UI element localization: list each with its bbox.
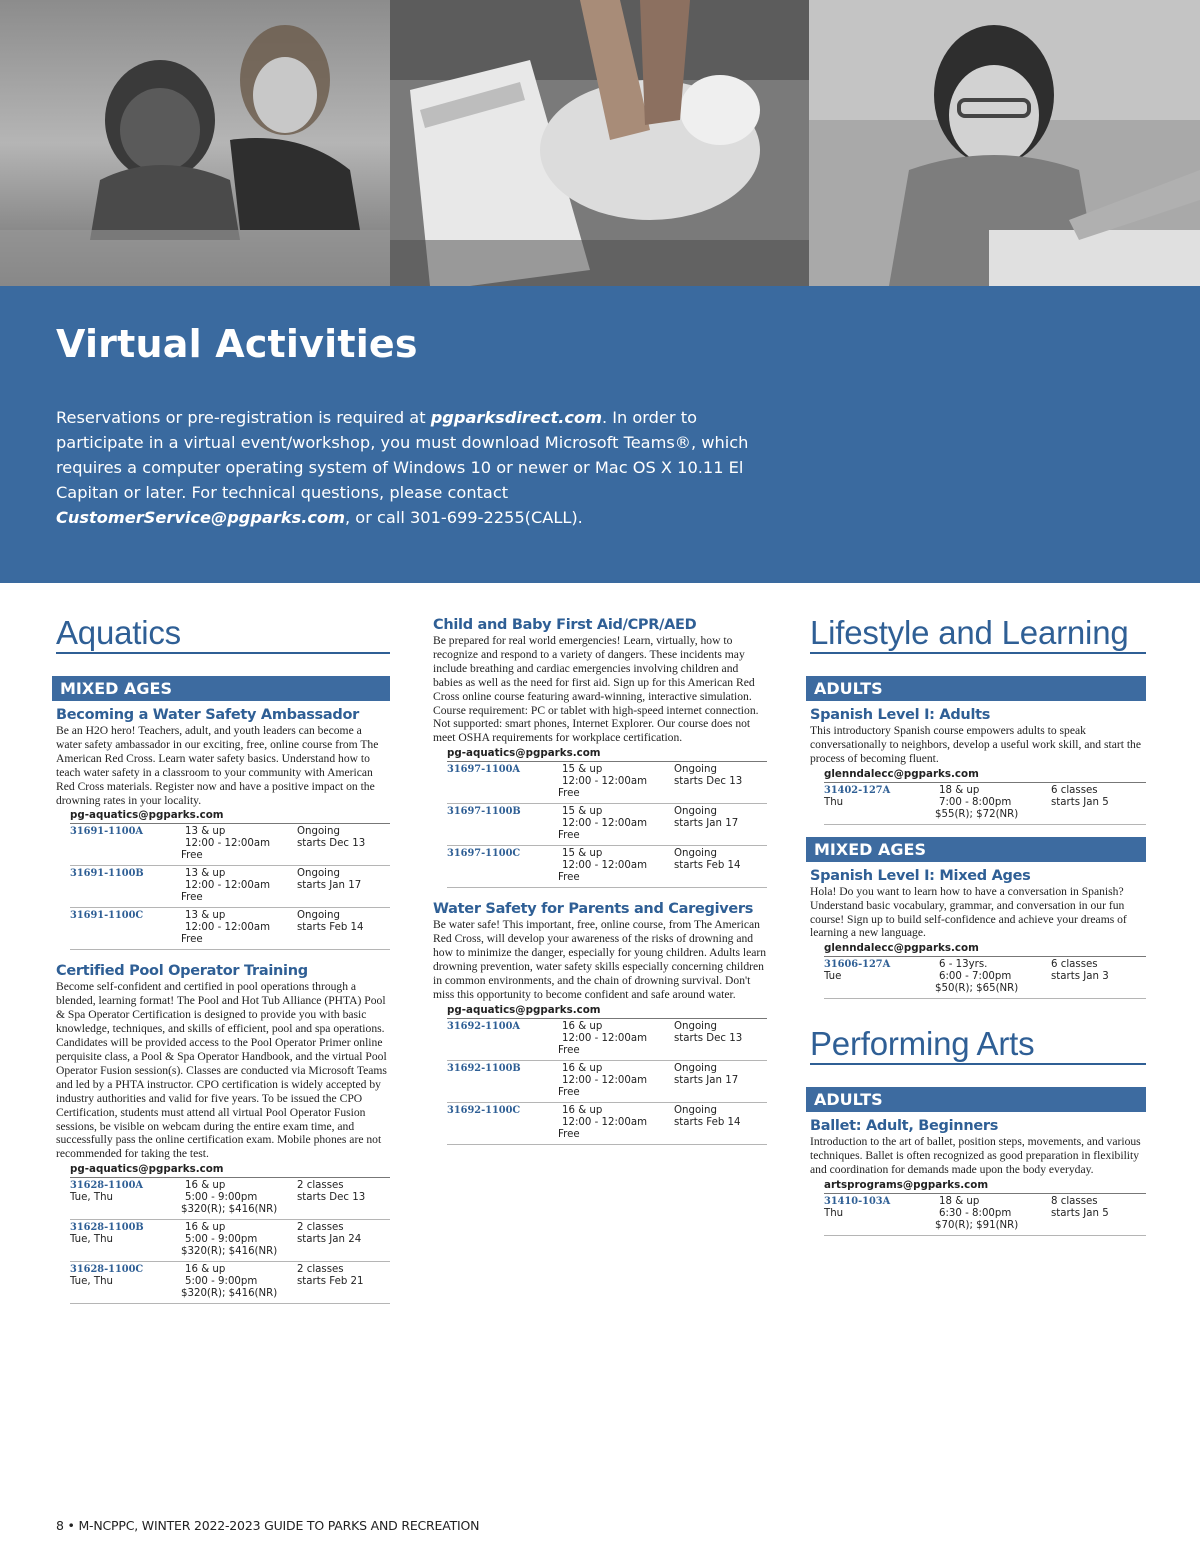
program-description: Become self-confident and certified in pool operations through a blended, learning format! The Pool and Hot Tub Alliance (PHTA) Pool & Spa Operator Certification is designed to provide you with basic knowledge, techniques, and skills of efficient, pool and spa operations. Candidates will be provided access to the Pool Operator Primer online perquisite class, a Pool & Spa Operator Handbook, and the virtual Pool Operator Fusion session(s). Classes are conducted via Microsoft Teams and led by a PHTA instructor. CPO certification is widely accepted by industry authorities and valid for five years. To be issued the CPO Certification, students must attend all virtual Pool Operator Fusion sessions, be visible on webcam during the entire exam time, and successfully pass the online certification exam. Mobile phones are not recommended for taking the test. (56, 980, 387, 1161)
session-time: 6:00 - 7:00pm (939, 971, 1012, 983)
session-age: 16 & up (185, 1264, 226, 1276)
session-start: starts Jan 3 (1051, 971, 1109, 983)
course-code[interactable]: 31691-1100A (70, 826, 144, 838)
intro-text: . In order to participate in a virtual event/workshop, you must download Microsoft Teams®, which requires a computer operating system of Windows 10 or newer or Mac OS X 10.11 El Capitan or later. For technical questions, please contact (56, 408, 749, 502)
program (433, 901, 767, 1144)
course-code[interactable]: 31697-1100C (447, 848, 521, 860)
session-status: Ongoing (297, 826, 340, 838)
session-start: starts Jan 24 (297, 1234, 362, 1246)
session-row (70, 1220, 390, 1262)
program (56, 707, 390, 950)
photo-strip (0, 0, 1200, 286)
session-row (70, 908, 390, 950)
program-email[interactable]: pg-aquatics@pgparks.com (70, 1163, 390, 1178)
session-status: 2 classes (297, 1222, 344, 1234)
session-fee: Free (181, 850, 203, 862)
intro-text: , or call 301-699-2255(CALL). (345, 508, 583, 527)
session-start: starts Jan 17 (674, 818, 739, 830)
column-right (810, 614, 1146, 1236)
intro-link[interactable]: pgparksdirect.com (430, 408, 602, 427)
session-fee: Free (558, 872, 580, 884)
photo-cpr-training (390, 0, 809, 286)
session-age: 15 & up (562, 764, 603, 776)
session-time: 12:00 - 12:00am (562, 860, 648, 872)
program-email[interactable]: pg-aquatics@pgparks.com (70, 809, 390, 824)
session-time: 12:00 - 12:00am (185, 880, 271, 892)
session-time: 12:00 - 12:00am (562, 1074, 648, 1086)
session-days: Tue, Thu (70, 1276, 114, 1288)
session-time: 12:00 - 12:00am (185, 922, 271, 934)
program-email[interactable]: pg-aquatics@pgparks.com (447, 1004, 767, 1019)
session-fee: $50(R); $65(NR) (935, 983, 1019, 995)
program-description: Be prepared for real world emergencies! Learn, virtually, how to recognize and respond to a variety of dangers. These incidents may include breathing and cardiac emergencies involving children and babies as well as the need for first aid. Sign up for this American Red Cross online course featuring award-winning, interactive simulation. Course requirement: PC or tablet with high-speed internet connection. Not supported: smart phones, Internet Explorer. Our course does not meet OSHA requirements for workplace certification. (433, 634, 759, 745)
course-code[interactable]: 31692-1100C (447, 1104, 521, 1116)
column-left (56, 614, 390, 1304)
session-time: 5:00 - 9:00pm (185, 1192, 258, 1204)
session-days: Tue, Thu (70, 1234, 114, 1246)
photo-child-drawing (809, 0, 1200, 286)
session-status: Ongoing (674, 1104, 717, 1116)
program-title: Certified Pool Operator Training (56, 963, 308, 980)
session-time: 6:30 - 8:00pm (939, 1208, 1012, 1220)
program-title: Becoming a Water Safety Ambassador (56, 707, 359, 723)
session-status: Ongoing (674, 1062, 717, 1074)
course-code[interactable]: 31692-1100B (447, 1062, 521, 1074)
session-start: starts Feb 21 (297, 1276, 364, 1288)
session-age: 16 & up (562, 1020, 603, 1032)
session-time: 12:00 - 12:00am (562, 1032, 648, 1044)
program-description: This introductory Spanish course empowers adults to speak conversationally to neighbors, develop a useful work skill, and start the process of becoming fluent. (810, 724, 1141, 765)
session-days: Thu (824, 796, 844, 808)
session-start: starts Feb 14 (674, 860, 741, 872)
session-fee: $320(R); $416(NR) (181, 1246, 278, 1258)
program-email[interactable]: glenndalecc@pgparks.com (824, 942, 1146, 957)
session-row (447, 762, 767, 804)
age-group-bar: ADULTS (806, 676, 1146, 701)
session-status: Ongoing (297, 868, 340, 880)
program-title: Water Safety for Parents and Caregivers (433, 901, 754, 918)
session-start: starts Jan 17 (674, 1074, 739, 1086)
session-row (447, 846, 767, 888)
session-fee: Free (558, 788, 580, 800)
session-status: 2 classes (297, 1180, 344, 1192)
session-age: 16 & up (562, 1104, 603, 1116)
session-age: 16 & up (185, 1180, 226, 1192)
session-age: 18 & up (939, 1196, 980, 1208)
program-title: Ballet: Adult, Beginners (810, 1118, 999, 1135)
session-status: 6 classes (1051, 959, 1098, 971)
session-days: Thu (824, 1208, 844, 1220)
session-age: 16 & up (562, 1062, 603, 1074)
session-days: Tue (824, 971, 842, 983)
page-footer: 8 • M-NCPPC, WINTER 2022-2023 GUIDE TO PARKS AND RECREATION (56, 1518, 480, 1533)
session-start: starts Dec 13 (297, 1192, 366, 1204)
session-status: Ongoing (674, 764, 717, 776)
age-group-bar: ADULTS (806, 1087, 1146, 1112)
program-description: Introduction to the art of ballet, position steps, movements, and various techniques. Ballet is often recognized as good preparation in flexibility and coordination for demands made upon the body everyday. (810, 1135, 1141, 1177)
session-row (447, 1103, 767, 1145)
course-code[interactable]: 31691-1100C (70, 910, 144, 922)
course-code[interactable]: 31628-1100B (70, 1222, 144, 1234)
age-group-bar: MIXED AGES (806, 837, 1146, 862)
session-status: 6 classes (1051, 784, 1098, 796)
program-description: Hola! Do you want to learn how to have a conversation in Spanish? Understand basic vocabulary, grammar, and conversation in our fun course! Sign up to build self-confidence and achieve your dreams of learning a new language. (810, 884, 1127, 940)
session-status: Ongoing (674, 1020, 717, 1032)
course-code[interactable]: 31628-1100C (70, 1264, 144, 1276)
session-age: 6 - 13yrs. (939, 959, 988, 971)
virtual-activities-banner (0, 286, 1200, 583)
intro-link[interactable]: CustomerService@pgparks.com (56, 508, 346, 527)
program-title: Child and Baby First Aid/CPR/AED (433, 617, 697, 633)
program-description: Be an H2O hero! Teachers, adult, and youth leaders can become a water safety ambassador in our exciting, free, online course from The American Red Cross. Learn water safety basics. Understand how to teach water safety in a classroom to your community with American Red Cross materials. Register now and have a positive impact on the drowning rates in your locality. (56, 724, 379, 807)
session-status: Ongoing (674, 806, 717, 818)
session-fee: $55(R); $72(NR) (935, 808, 1019, 820)
course-code[interactable]: 31402-127A (824, 784, 891, 796)
session-fee: Free (181, 892, 203, 904)
session-start: starts Feb 14 (297, 922, 364, 934)
session-row (447, 1061, 767, 1103)
session-start: starts Dec 13 (674, 1032, 743, 1044)
course-code[interactable]: 31697-1100B (447, 806, 521, 818)
course-code[interactable]: 31628-1100A (70, 1180, 144, 1192)
session-status: Ongoing (297, 910, 340, 922)
session-row (70, 866, 390, 908)
page-title: Virtual Activities (56, 322, 418, 366)
session-time: 12:00 - 12:00am (562, 776, 648, 788)
session-row (824, 783, 1146, 825)
session-row (70, 1262, 390, 1304)
section-title: Performing Arts (810, 1025, 1146, 1065)
session-row (447, 804, 767, 846)
program-email[interactable]: glenndalecc@pgparks.com (824, 768, 1146, 783)
course-code[interactable]: 31691-1100B (70, 868, 144, 880)
session-start: starts Dec 13 (297, 838, 366, 850)
session-row (447, 1019, 767, 1061)
session-row (70, 824, 390, 866)
program (810, 1118, 1146, 1236)
session-status: Ongoing (674, 848, 717, 860)
session-fee: $320(R); $416(NR) (181, 1288, 278, 1300)
session-fee: Free (181, 934, 203, 946)
session-time: 5:00 - 9:00pm (185, 1234, 258, 1246)
program-description: Be water safe! This important, free, online course, from The American Red Cross, will develop your awareness of the risks of drowning and how to minimize the danger, especially for young children. Adults learn drowning prevention, water safety skills especially concerning children in common environments, and the chain of drowning survival. Don't miss this opportunity to become confident and safe around water. (433, 918, 767, 1001)
session-time: 12:00 - 12:00am (562, 818, 648, 830)
age-group-bar: MIXED AGES (52, 676, 390, 701)
session-time: 12:00 - 12:00am (562, 1116, 648, 1128)
session-status: 8 classes (1051, 1196, 1098, 1208)
session-start: starts Dec 13 (674, 776, 743, 788)
intro-text: Reservations or pre-registration is required at (56, 408, 431, 427)
program (810, 707, 1146, 825)
session-fee: Free (558, 1086, 580, 1098)
session-age: 15 & up (562, 848, 603, 860)
intro-paragraph (56, 405, 776, 530)
photo-swim-lesson (0, 0, 390, 286)
session-age: 18 & up (939, 784, 980, 796)
session-time: 7:00 - 8:00pm (939, 796, 1012, 808)
course-code[interactable]: 31692-1100A (447, 1020, 521, 1032)
session-age: 13 & up (185, 910, 226, 922)
session-fee: Free (558, 1044, 580, 1056)
course-code[interactable]: 31697-1100A (447, 764, 521, 776)
column-middle (433, 614, 767, 1145)
program (810, 868, 1146, 1000)
session-start: starts Feb 14 (674, 1116, 741, 1128)
session-row (70, 1178, 390, 1220)
session-status: 2 classes (297, 1264, 344, 1276)
section-title: Lifestyle and Learning (810, 614, 1146, 654)
program (56, 963, 390, 1304)
program (433, 617, 767, 888)
session-start: starts Jan 17 (297, 880, 362, 892)
course-code[interactable]: 31606-127A (824, 959, 891, 971)
session-time: 5:00 - 9:00pm (185, 1276, 258, 1288)
session-fee: Free (558, 830, 580, 842)
program-email[interactable]: pg-aquatics@pgparks.com (447, 747, 767, 762)
program-title: Spanish Level I: Adults (810, 707, 991, 723)
session-start: starts Jan 5 (1051, 1208, 1109, 1220)
session-fee: $320(R); $416(NR) (181, 1204, 278, 1216)
session-fee: Free (558, 1128, 580, 1140)
section-title: Aquatics (56, 614, 390, 654)
session-row (824, 957, 1146, 999)
course-code[interactable]: 31410-103A (824, 1196, 891, 1208)
session-age: 15 & up (562, 806, 603, 818)
session-age: 13 & up (185, 826, 226, 838)
session-start: starts Jan 5 (1051, 796, 1109, 808)
session-fee: $70(R); $91(NR) (935, 1220, 1019, 1232)
session-row (824, 1194, 1146, 1236)
session-days: Tue, Thu (70, 1192, 114, 1204)
session-time: 12:00 - 12:00am (185, 838, 271, 850)
session-age: 13 & up (185, 868, 226, 880)
session-age: 16 & up (185, 1222, 226, 1234)
program-email[interactable]: artsprograms@pgparks.com (824, 1179, 1146, 1194)
program-title: Spanish Level I: Mixed Ages (810, 867, 1031, 884)
